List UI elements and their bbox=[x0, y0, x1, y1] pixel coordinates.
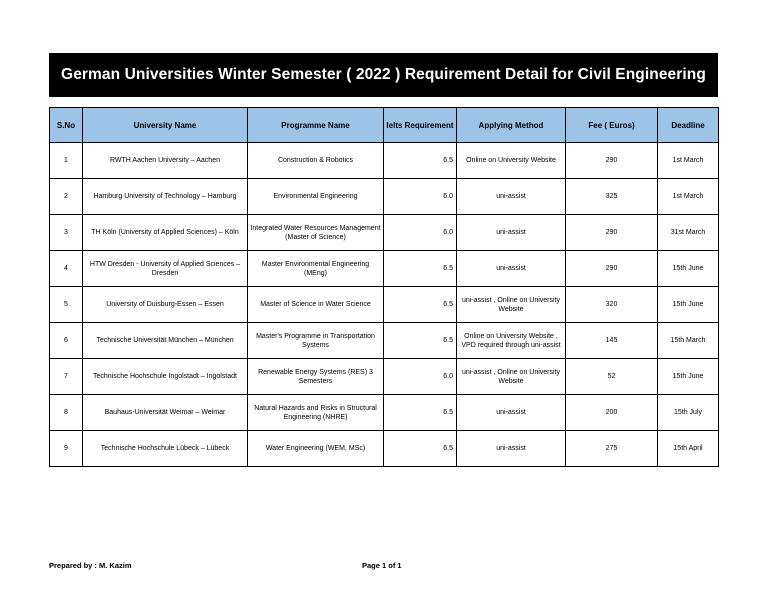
cell-programme: Renewable Energy Systems (RES) 3 Semesters bbox=[248, 359, 384, 395]
cell-applying-method: uni-assist , Online on University Website bbox=[457, 287, 566, 323]
cell-deadline: 15th June bbox=[658, 287, 719, 323]
cell-university: University of Duisburg-Essen – Essen bbox=[83, 287, 248, 323]
table-header-row bbox=[50, 108, 719, 143]
cell-university: Technische Universität München – München bbox=[83, 323, 248, 359]
cell-applying-method: Online on University Website bbox=[457, 143, 566, 179]
cell-fee: 290 bbox=[566, 143, 658, 179]
header-fee: Fee ( Euros) bbox=[566, 108, 658, 143]
cell-deadline: 15th March bbox=[658, 323, 719, 359]
table-row bbox=[50, 143, 719, 179]
cell-university: HTW Dresden - University of Applied Sciences – Dresden bbox=[83, 251, 248, 287]
cell-fee: 325 bbox=[566, 179, 658, 215]
cell-programme: Construction & Robotics bbox=[248, 143, 384, 179]
cell-programme: Natural Hazards and Risks in Structural Engineering (NHRE) bbox=[248, 395, 384, 431]
table-row bbox=[50, 179, 719, 215]
cell-sno: 3 bbox=[50, 215, 83, 251]
cell-university: Technische Hochschule Ingolstadt – Ingolstadt bbox=[83, 359, 248, 395]
cell-ielts: 6.5 bbox=[384, 143, 457, 179]
header-ielts-requirement: Ielts Requirement bbox=[384, 108, 457, 143]
cell-programme: Integrated Water Resources Management (Master of Science) bbox=[248, 215, 384, 251]
cell-sno: 9 bbox=[50, 431, 83, 467]
cell-sno: 5 bbox=[50, 287, 83, 323]
table-row bbox=[50, 287, 719, 323]
header-sno: S.No bbox=[50, 108, 83, 143]
cell-university: Hamburg University of Technology – Hamburg bbox=[83, 179, 248, 215]
cell-programme: Master of Science in Water Science bbox=[248, 287, 384, 323]
cell-applying-method: uni-assist bbox=[457, 179, 566, 215]
cell-applying-method: Online on University Website , VPD required through uni-assist bbox=[457, 323, 566, 359]
cell-ielts: 6.5 bbox=[384, 287, 457, 323]
cell-fee: 200 bbox=[566, 395, 658, 431]
cell-deadline: 31st March bbox=[658, 215, 719, 251]
cell-university: Bauhaus-Universität Weimar – Weimar bbox=[83, 395, 248, 431]
cell-deadline: 1st March bbox=[658, 179, 719, 215]
cell-applying-method: uni-assist bbox=[457, 431, 566, 467]
table-row bbox=[50, 215, 719, 251]
cell-deadline: 15th June bbox=[658, 359, 719, 395]
table-row bbox=[50, 251, 719, 287]
cell-deadline: 15th July bbox=[658, 395, 719, 431]
table-row bbox=[50, 431, 719, 467]
cell-ielts: 6.5 bbox=[384, 251, 457, 287]
cell-sno: 1 bbox=[50, 143, 83, 179]
cell-sno: 4 bbox=[50, 251, 83, 287]
cell-applying-method: uni-assist bbox=[457, 395, 566, 431]
header-university-name: University Name bbox=[83, 108, 248, 143]
page-number: Page 1 of 1 bbox=[362, 561, 402, 570]
cell-sno: 8 bbox=[50, 395, 83, 431]
header-applying-method: Applying Method bbox=[457, 108, 566, 143]
cell-sno: 2 bbox=[50, 179, 83, 215]
cell-sno: 7 bbox=[50, 359, 83, 395]
cell-ielts: 6.0 bbox=[384, 179, 457, 215]
cell-fee: 275 bbox=[566, 431, 658, 467]
cell-applying-method: uni-assist , Online on University Website bbox=[457, 359, 566, 395]
table-row bbox=[50, 395, 719, 431]
cell-fee: 320 bbox=[566, 287, 658, 323]
table-row bbox=[50, 323, 719, 359]
cell-ielts: 6.0 bbox=[384, 215, 457, 251]
cell-fee: 290 bbox=[566, 251, 658, 287]
cell-sno: 6 bbox=[50, 323, 83, 359]
document-title: German Universities Winter Semester ( 2022 ) Requirement Detail for Civil Engineering bbox=[49, 53, 718, 97]
cell-programme: Master's Programme in Transportation Systems bbox=[248, 323, 384, 359]
table-row bbox=[50, 359, 719, 395]
cell-university: RWTH Aachen University – Aachen bbox=[83, 143, 248, 179]
cell-ielts: 6.5 bbox=[384, 431, 457, 467]
cell-ielts: 6.0 bbox=[384, 359, 457, 395]
prepared-by: Prepared by : M. Kazim bbox=[49, 561, 132, 570]
cell-deadline: 15th April bbox=[658, 431, 719, 467]
cell-programme: Environmental Engineering bbox=[248, 179, 384, 215]
cell-programme: Water Engineering (WEM, MSc) bbox=[248, 431, 384, 467]
header-deadline: Deadline bbox=[658, 108, 719, 143]
cell-fee: 52 bbox=[566, 359, 658, 395]
cell-applying-method: uni-assist bbox=[457, 215, 566, 251]
cell-university: TH Köln (University of Applied Sciences) – Köln bbox=[83, 215, 248, 251]
cell-university: Technische Hochschule Lübeck – Lübeck bbox=[83, 431, 248, 467]
cell-ielts: 6.5 bbox=[384, 323, 457, 359]
cell-programme: Master Environmental Engineering (MEng) bbox=[248, 251, 384, 287]
cell-deadline: 1st March bbox=[658, 143, 719, 179]
cell-ielts: 6.5 bbox=[384, 395, 457, 431]
cell-fee: 290 bbox=[566, 215, 658, 251]
cell-applying-method: uni-assist bbox=[457, 251, 566, 287]
cell-deadline: 15th June bbox=[658, 251, 719, 287]
cell-fee: 145 bbox=[566, 323, 658, 359]
header-programme-name: Programme Name bbox=[248, 108, 384, 143]
requirements-table bbox=[49, 107, 719, 467]
